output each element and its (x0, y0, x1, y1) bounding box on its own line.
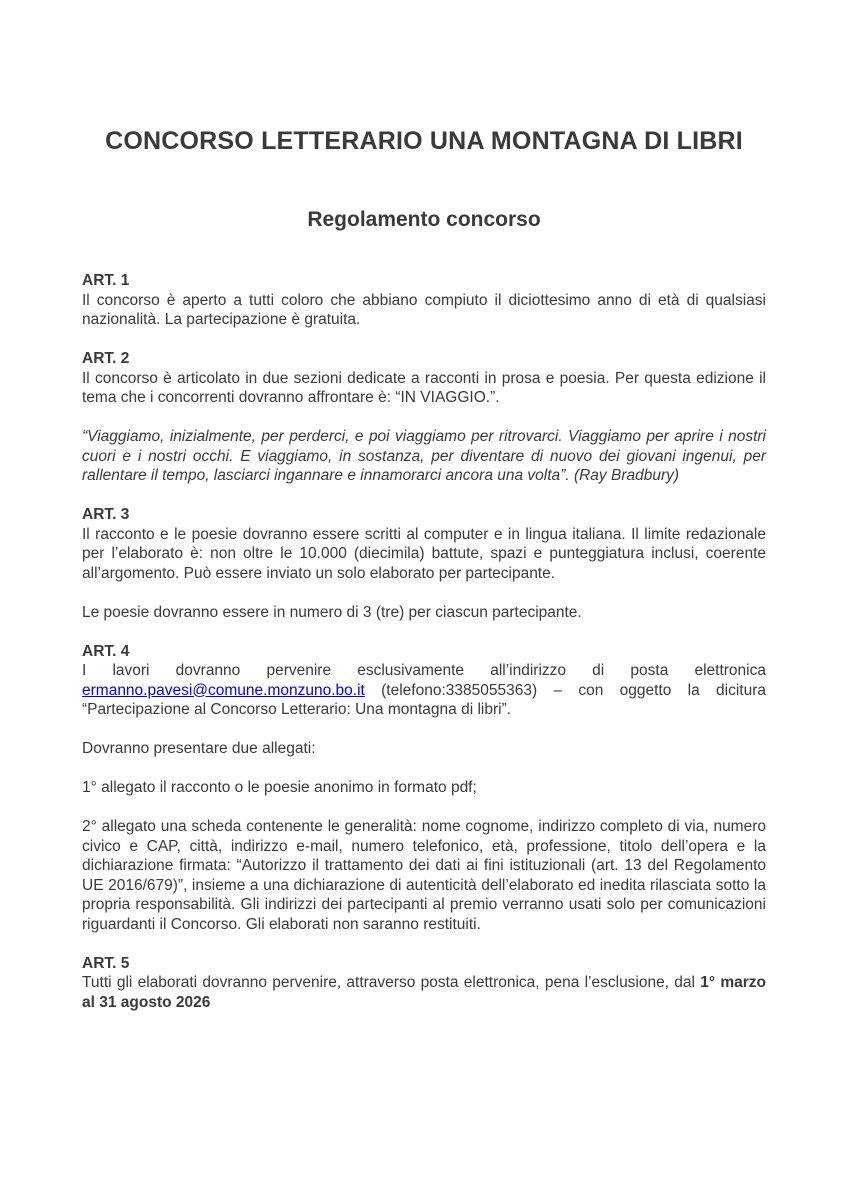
attachments-intro: Dovranno presentare due allegati: (82, 740, 316, 757)
article-2 (82, 349, 766, 486)
attachment-2: 2° allegato una scheda contenente le generalità: nome cognome, indirizzo completo di via, numero civico e CAP, città, indirizzo e-mail, numero telefonico, età, professione, titolo dell’opera e la dichiarazione firmata: “Autorizzo il trattamento dei dati ai fini istituzionali (art. 13 del Regolamento UE 2016/679)”, insieme a una dichiarazione di autenticità dell’elaborato ed inedita rilasciata sotto la propria responsabilità. Gli indirizzi dei partecipanti al premio verranno usati solo per comunicazioni riguardanti il Concorso. Gli elaborati non saranno restituiti. (82, 818, 766, 933)
attachment-1: 1° allegato il racconto o le poesie anonimo in formato pdf; (82, 779, 477, 796)
article-5-heading: ART. 5 (82, 954, 130, 972)
article-2-body: Il concorso è articolato in due sezioni dedicate a racconti in prosa e poesia. Per questa edizione il tema che i concorrenti dovranno affrontare è: “IN VIAGGIO.”. (82, 369, 766, 406)
email-link[interactable]: ermanno.pavesi@comune.monzuno.bo.it (82, 681, 365, 699)
article-3-body: Il racconto e le poesie dovranno essere scritti al computer e in lingua italiana. Il limite redazionale per l’elaborato è: non oltre le 10.000 (diecimila) battute, spazi e punteggiatura inclusi, coerente all’argomento. Può essere inviato un solo elaborato per partecipante. (82, 525, 766, 582)
article-4-body-after-email: (telefono:3385055363) – con oggetto la dicitura “Partecipazione al Concorso Letterario: Una montagna di libri”. (82, 681, 766, 718)
article-1 (82, 271, 766, 330)
article-5-body-regular: Tutti gli elaborati dovranno pervenire, attraverso posta elettronica, pena l’esclusione, dal (82, 974, 701, 991)
article-4-body-before-email: I lavori dovranno pervenire esclusivamente all’indirizzo di posta elettronica (82, 662, 766, 679)
document-title: CONCORSO LETTERARIO UNA MONTAGNA DI LIBRI (105, 127, 743, 155)
article-4 (82, 642, 766, 935)
article-3-heading: ART. 3 (82, 506, 130, 523)
article-3 (82, 505, 766, 622)
article-5 (82, 954, 766, 1013)
article-3-body-2: Le poesie dovranno essere in numero di 3 (tre) per ciascun partecipante. (82, 603, 582, 621)
article-2-heading: ART. 2 (82, 350, 130, 367)
deadline-dates: 1° marzo al 31 agosto 2026 (82, 974, 767, 1011)
article-4-heading: ART. 4 (82, 642, 130, 660)
article-5-body (82, 973, 766, 1012)
document-subtitle: Regolamento concorso (307, 208, 541, 231)
article-4-body (82, 661, 766, 720)
bradbury-quote: “Viaggiamo, inizialmente, per perderci, e poi viaggiamo per ritrovarci. Viaggiamo per aprire i nostri cuori e i nostri occhi. E viaggiamo, in sostanza, per diventare di nuovo dei giovani ingenui, per rallentare il tempo, lasciarci ingannare e innamorarci ancora una volta”. (Ray Bradbury) (82, 428, 766, 484)
article-1-heading: ART. 1 (82, 272, 130, 289)
article-1-body: Il concorso è aperto a tutti coloro che abbiano compiuto il diciottesimo anno di età di qualsiasi nazionalità. La partecipazione è gratuita. (82, 291, 766, 328)
